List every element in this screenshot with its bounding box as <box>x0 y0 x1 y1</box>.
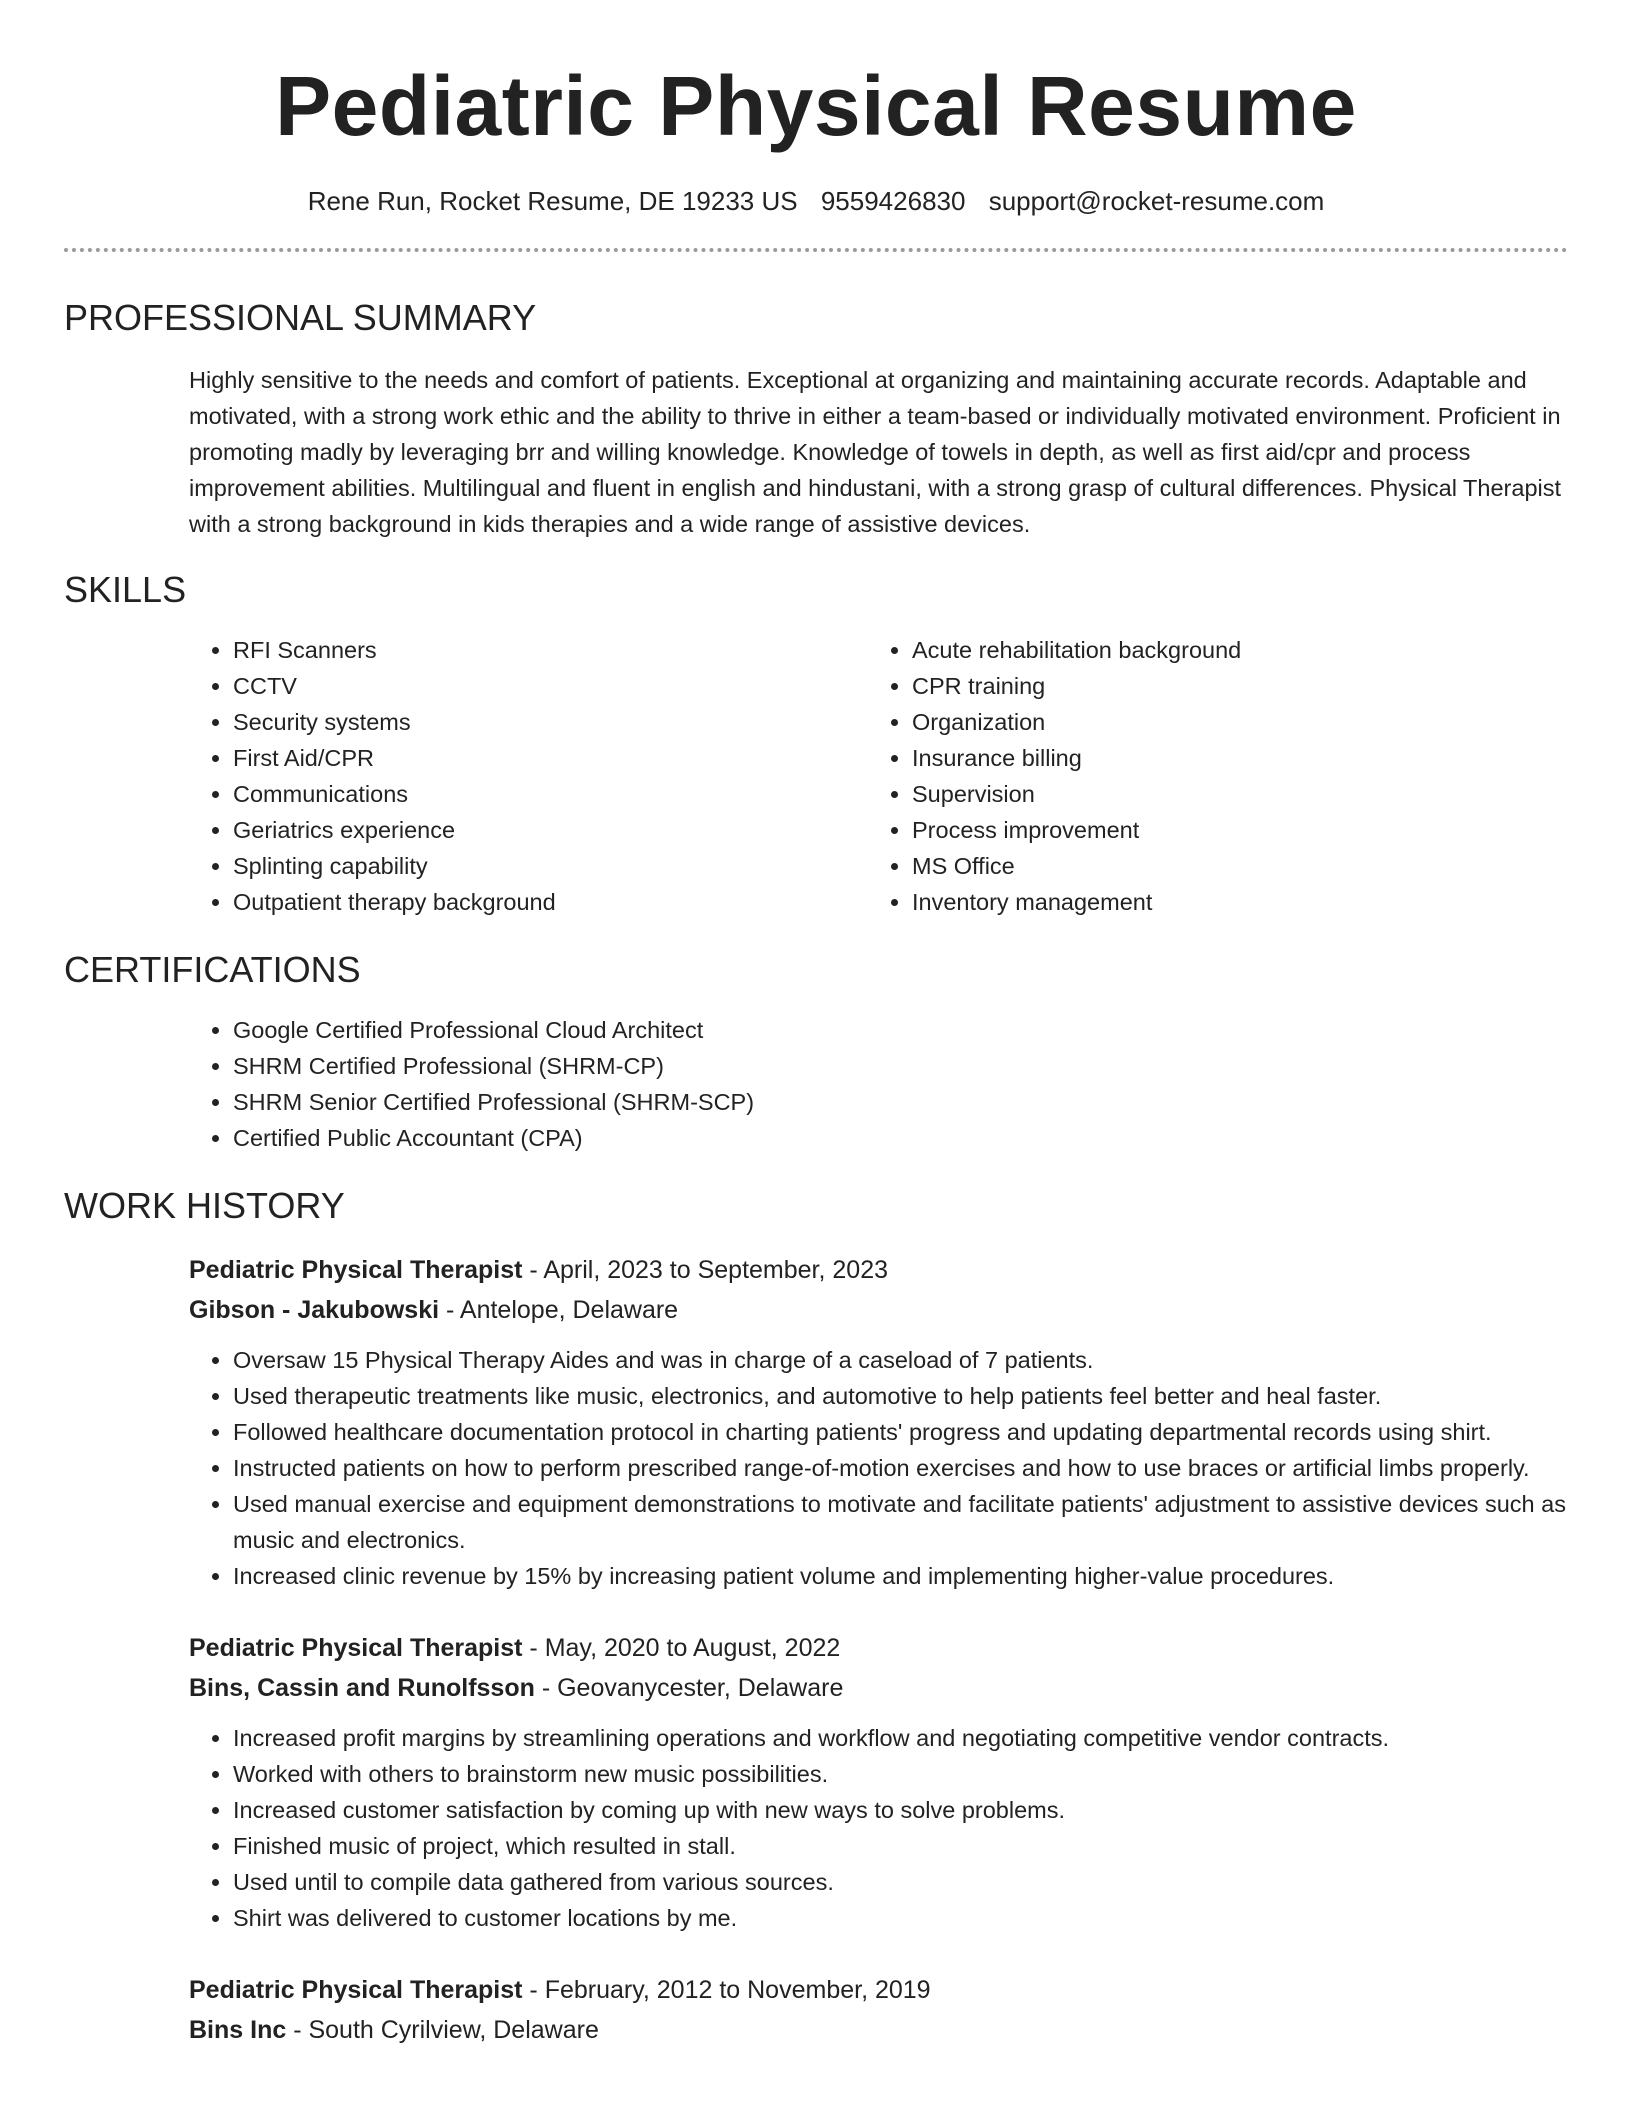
job-entry <box>189 1250 1568 1594</box>
skills-heading: SKILLS <box>64 569 187 610</box>
job-title-line <box>189 1250 1568 1290</box>
job-bullet: • Increased clinic revenue by 15% by increasing patient volume and implementing higher-value procedures. <box>233 1558 1568 1594</box>
summary-text: Highly sensitive to the needs and comfort of patients. Exceptional at organizing and maintaining accurate records. Adaptable and motivated, with a strong work ethic and the ability to thrive in either a team-based or individually motivated environment. Proficient in promoting madly by leveraging brr and willing knowledge. Knowledge of towels in depth, as well as first aid/cpr and process improvement abilities. Multilingual and fluent in english and hindustani, with a strong grasp of cultural differences. Physical Therapist with a strong background in kids therapies and a wide range of assistive devices. <box>189 367 1562 537</box>
work-history-list <box>189 1250 1568 2050</box>
job-dates: - April, 2023 to September, 2023 <box>522 1256 888 1284</box>
job-location: - Antelope, Delaware <box>439 1296 679 1324</box>
job-bullets <box>189 1342 1568 1594</box>
skills-section <box>0 568 1632 920</box>
job-title: Pediatric Physical Therapist <box>189 1256 523 1284</box>
resume-title: Pediatric Physical Resume <box>275 59 1357 153</box>
skill-item: • Supervision <box>912 776 1547 812</box>
skill-item: • Security systems <box>233 704 868 740</box>
job-bullets <box>189 1720 1568 1936</box>
work-history-section <box>0 1184 1632 2050</box>
job-entry <box>189 1970 1568 2050</box>
job-title: Pediatric Physical Therapist <box>189 1976 523 2004</box>
skill-item: • Outpatient therapy background <box>233 884 868 920</box>
job-bullet: • Shirt was delivered to customer locations by me. <box>233 1900 1568 1936</box>
job-bullet: • Followed healthcare documentation protocol in charting patients' progress and updating departmental records using shirt. <box>233 1414 1568 1450</box>
header-divider <box>64 248 1568 252</box>
skills-grid <box>189 632 1568 920</box>
skill-item: • First Aid/CPR <box>233 740 868 776</box>
skill-item: • Geriatrics experience <box>233 812 868 848</box>
job-bullet: • Increased customer satisfaction by coming up with new ways to solve problems. <box>233 1792 1568 1828</box>
job-bullet: • Used until to compile data gathered from various sources. <box>233 1864 1568 1900</box>
job-bullet: • Used therapeutic treatments like music, electronics, and automotive to help patients feel better and heal faster. <box>233 1378 1568 1414</box>
job-location: - South Cyrilview, Delaware <box>286 2016 599 2044</box>
job-company: Bins, Cassin and Runolfsson <box>189 1674 535 1702</box>
skills-column-left <box>189 632 868 920</box>
summary-heading: PROFESSIONAL SUMMARY <box>64 297 537 338</box>
job-company: Bins Inc <box>189 2016 287 2044</box>
job-company: Gibson - Jakubowski <box>189 1296 440 1324</box>
job-bullet: • Instructed patients on how to perform prescribed range-of-motion exercises and how to use braces or artificial limbs properly. <box>233 1450 1568 1486</box>
job-bullet: • Used manual exercise and equipment demonstrations to motivate and facilitate patients' adjustment to assistive devices such as music and electronics. <box>233 1486 1568 1558</box>
skill-item: • CPR training <box>912 668 1547 704</box>
job-bullet: • Finished music of project, which resulted in stall. <box>233 1828 1568 1864</box>
certification-item: • Google Certified Professional Cloud Architect <box>233 1012 1568 1048</box>
job-title-line <box>189 1970 1568 2010</box>
job-bullet: • Increased profit margins by streamlining operations and workflow and negotiating competitive vendor contracts. <box>233 1720 1568 1756</box>
skill-item: • Splinting capability <box>233 848 868 884</box>
skill-item: • CCTV <box>233 668 868 704</box>
skill-item: • Inventory management <box>912 884 1547 920</box>
skill-item: • Insurance billing <box>912 740 1547 776</box>
contact-line <box>0 184 1632 218</box>
work-history-heading: WORK HISTORY <box>64 1185 345 1226</box>
certification-item: • SHRM Senior Certified Professional (SHRM-SCP) <box>233 1084 1568 1120</box>
contact-phone: 9559426830 <box>820 186 966 216</box>
job-company-line <box>189 1290 1568 1330</box>
job-entry <box>189 1628 1568 1936</box>
contact-address: Rene Run, Rocket Resume, DE 19233 US <box>307 186 798 216</box>
job-title: Pediatric Physical Therapist <box>189 1634 523 1662</box>
job-title-line <box>189 1628 1568 1668</box>
skill-item: • MS Office <box>912 848 1547 884</box>
job-bullet: • Oversaw 15 Physical Therapy Aides and was in charge of a caseload of 7 patients. <box>233 1342 1568 1378</box>
certifications-list <box>189 1012 1568 1156</box>
skill-item: • Communications <box>233 776 868 812</box>
certifications-section <box>0 948 1632 1156</box>
job-bullet: • Worked with others to brainstorm new music possibilities. <box>233 1756 1568 1792</box>
contact-email: support@rocket-resume.com <box>988 186 1325 216</box>
job-company-line <box>189 2010 1568 2050</box>
certifications-heading: CERTIFICATIONS <box>64 949 361 990</box>
job-dates: - February, 2012 to November, 2019 <box>522 1976 931 2004</box>
certification-item: • Certified Public Accountant (CPA) <box>233 1120 1568 1156</box>
job-dates: - May, 2020 to August, 2022 <box>522 1634 841 1662</box>
job-company-line <box>189 1668 1568 1708</box>
job-location: - Geovanycester, Delaware <box>534 1674 844 1702</box>
skill-item: • Acute rehabilitation background <box>912 632 1547 668</box>
skills-column-right <box>868 632 1547 920</box>
skill-item: • Organization <box>912 704 1547 740</box>
skill-item: • RFI Scanners <box>233 632 868 668</box>
summary-section <box>0 296 1632 542</box>
skill-item: • Process improvement <box>912 812 1547 848</box>
certification-item: • SHRM Certified Professional (SHRM-CP) <box>233 1048 1568 1084</box>
